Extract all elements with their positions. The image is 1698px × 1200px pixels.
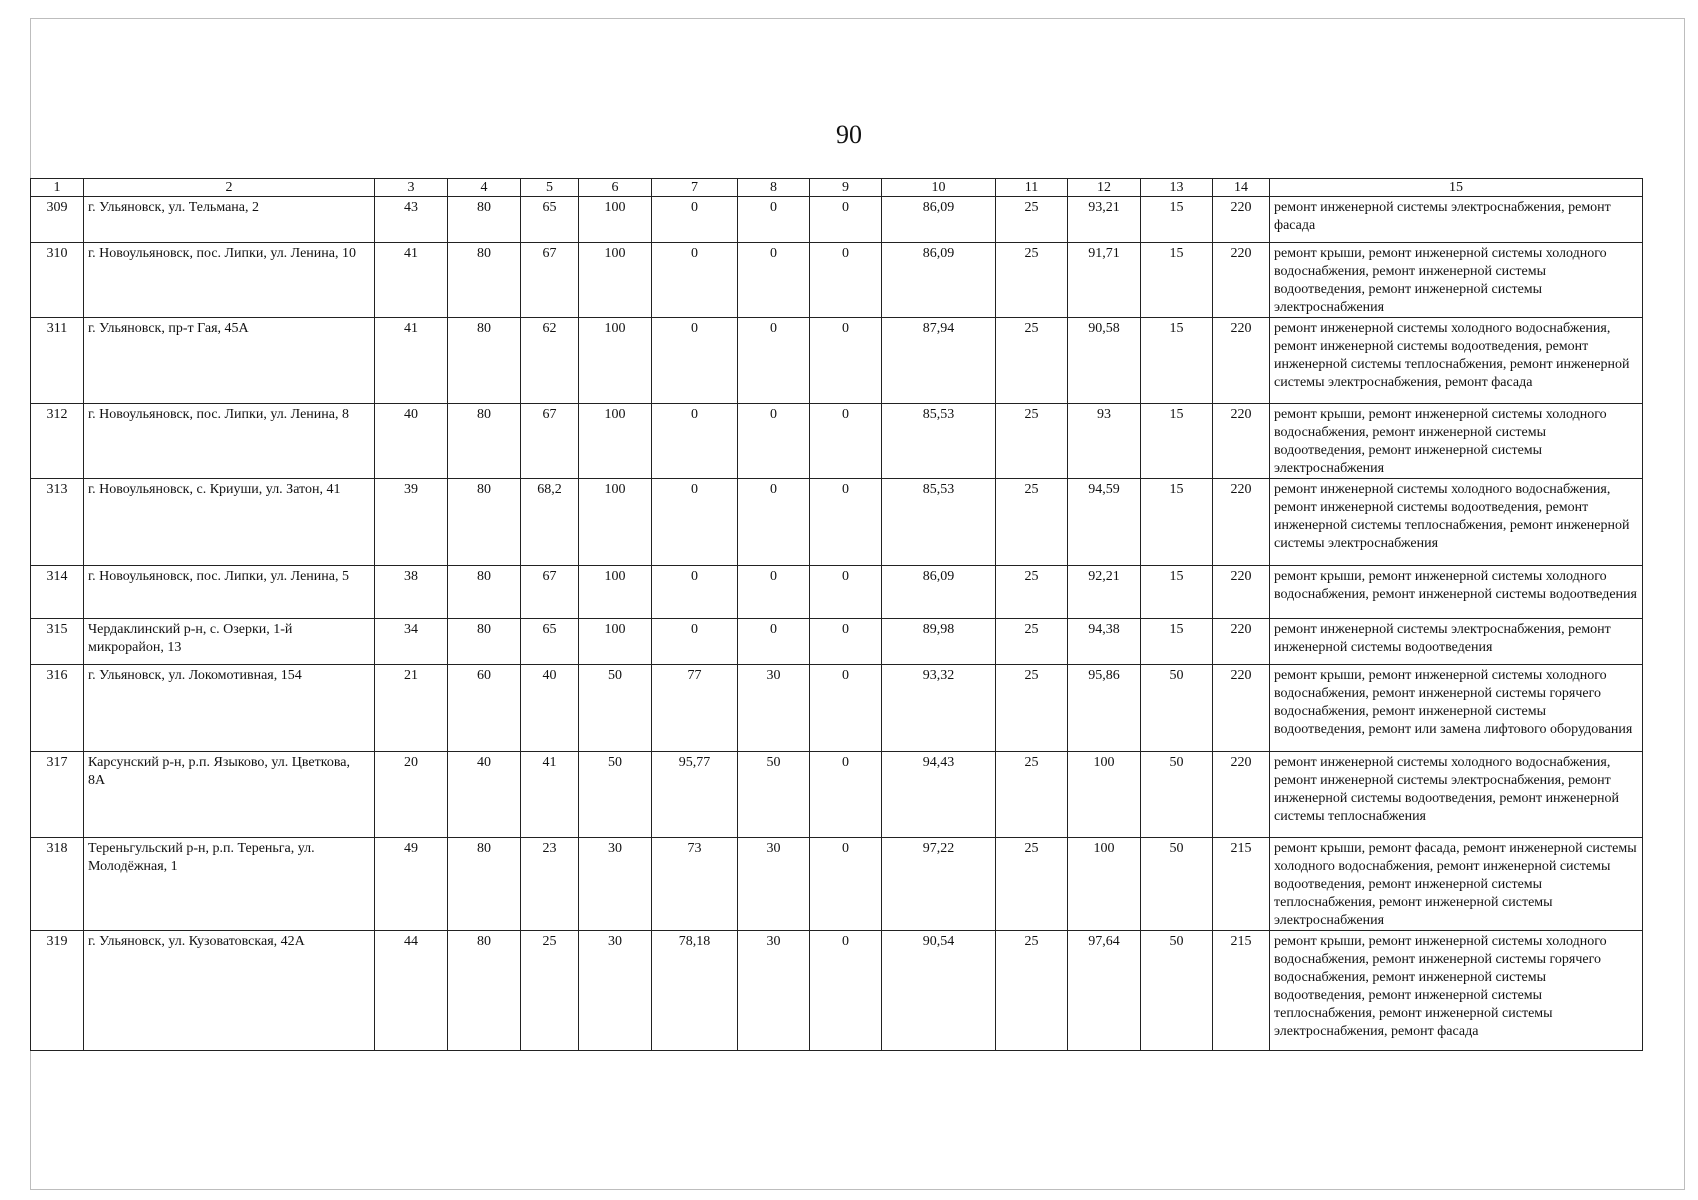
col12-cell: 100 [1068,752,1141,838]
col5-cell: 65 [521,197,579,243]
col4-cell: 80 [448,243,521,318]
col11-cell: 25 [996,619,1068,665]
works-cell: ремонт крыши, ремонт фасада, ремонт инженерной системы холодного водоснабжения, ремонт инженерной системы водоотведения, ремонт инженерной системы теплоснабжения, ремонт инженерной системы электроснабжения [1270,838,1643,931]
col4-cell: 80 [448,318,521,404]
col5-cell: 40 [521,665,579,752]
address-cell: г. Новоульяновск, пос. Липки, ул. Ленина, 8 [84,404,375,479]
col3-cell: 20 [375,752,448,838]
col7-cell: 0 [652,619,738,665]
col8-cell: 0 [738,197,810,243]
col14-cell: 220 [1213,566,1270,619]
col7-cell: 0 [652,404,738,479]
row-number: 314 [31,566,84,619]
col8-cell: 0 [738,243,810,318]
row-number: 313 [31,479,84,566]
table-row [31,566,1643,619]
col11-cell: 25 [996,197,1068,243]
address-cell: г. Новоульяновск, пос. Липки, ул. Ленина, 5 [84,566,375,619]
works-cell: ремонт крыши, ремонт инженерной системы холодного водоснабжения, ремонт инженерной системы водоотведения, ремонт инженерной системы электроснабжения [1270,243,1643,318]
col14-cell: 220 [1213,752,1270,838]
col11-cell: 25 [996,404,1068,479]
row-number: 316 [31,665,84,752]
col4-cell: 80 [448,479,521,566]
address-cell: Тереньгульский р-н, р.п. Тереньга, ул. Молодёжная, 1 [84,838,375,931]
col10-cell: 90,54 [882,931,996,1051]
col11-cell: 25 [996,665,1068,752]
col14-cell: 220 [1213,318,1270,404]
col12-cell: 100 [1068,838,1141,931]
table-body [31,197,1643,1051]
table-row [31,931,1643,1051]
column-header: 14 [1213,179,1270,197]
col6-cell: 30 [579,931,652,1051]
col4-cell: 60 [448,665,521,752]
row-number: 319 [31,931,84,1051]
col6-cell: 100 [579,479,652,566]
col4-cell: 40 [448,752,521,838]
address-cell: г. Ульяновск, ул. Кузоватовская, 42А [84,931,375,1051]
column-header: 15 [1270,179,1643,197]
col6-cell: 100 [579,197,652,243]
table-row [31,318,1643,404]
row-number: 317 [31,752,84,838]
column-header: 1 [31,179,84,197]
col14-cell: 215 [1213,838,1270,931]
col5-cell: 25 [521,931,579,1051]
capital-repair-table [30,178,1643,1051]
col3-cell: 49 [375,838,448,931]
col14-cell: 215 [1213,931,1270,1051]
col14-cell: 220 [1213,619,1270,665]
col5-cell: 23 [521,838,579,931]
col6-cell: 100 [579,619,652,665]
col7-cell: 0 [652,479,738,566]
works-cell: ремонт крыши, ремонт инженерной системы холодного водоснабжения, ремонт инженерной системы водоотведения [1270,566,1643,619]
works-cell: ремонт крыши, ремонт инженерной системы холодного водоснабжения, ремонт инженерной системы горячего водоснабжения, ремонт инженерной системы водоотведения, ремонт инженерной системы теплоснабжения, ремонт инженерной системы электроснабжения, ремонт фасада [1270,931,1643,1051]
col10-cell: 86,09 [882,243,996,318]
col7-cell: 0 [652,566,738,619]
table-row [31,243,1643,318]
col8-cell: 0 [738,566,810,619]
col13-cell: 15 [1141,243,1213,318]
col3-cell: 34 [375,619,448,665]
col8-cell: 30 [738,665,810,752]
col9-cell: 0 [810,197,882,243]
col14-cell: 220 [1213,243,1270,318]
col7-cell: 0 [652,197,738,243]
col13-cell: 50 [1141,665,1213,752]
column-number-header-row [31,179,1643,197]
table-row [31,665,1643,752]
col12-cell: 97,64 [1068,931,1141,1051]
col10-cell: 94,43 [882,752,996,838]
column-header: 7 [652,179,738,197]
col6-cell: 30 [579,838,652,931]
col13-cell: 50 [1141,752,1213,838]
column-header: 5 [521,179,579,197]
col13-cell: 50 [1141,838,1213,931]
table-row [31,404,1643,479]
col9-cell: 0 [810,619,882,665]
col12-cell: 93 [1068,404,1141,479]
col4-cell: 80 [448,838,521,931]
col12-cell: 95,86 [1068,665,1141,752]
col8-cell: 0 [738,404,810,479]
address-cell: г. Ульяновск, ул. Тельмана, 2 [84,197,375,243]
column-header: 6 [579,179,652,197]
column-header: 13 [1141,179,1213,197]
col6-cell: 50 [579,752,652,838]
works-cell: ремонт инженерной системы холодного водоснабжения, ремонт инженерной системы водоотведения, ремонт инженерной системы теплоснабжения, ремонт инженерной системы электроснабжения [1270,479,1643,566]
col8-cell: 0 [738,479,810,566]
row-number: 310 [31,243,84,318]
col14-cell: 220 [1213,197,1270,243]
col5-cell: 41 [521,752,579,838]
col7-cell: 77 [652,665,738,752]
col11-cell: 25 [996,931,1068,1051]
table-row [31,838,1643,931]
col9-cell: 0 [810,838,882,931]
col10-cell: 85,53 [882,479,996,566]
col8-cell: 0 [738,318,810,404]
column-header: 11 [996,179,1068,197]
col7-cell: 0 [652,243,738,318]
col14-cell: 220 [1213,665,1270,752]
col12-cell: 93,21 [1068,197,1141,243]
col7-cell: 95,77 [652,752,738,838]
col6-cell: 100 [579,404,652,479]
col4-cell: 80 [448,566,521,619]
col7-cell: 0 [652,318,738,404]
column-header: 12 [1068,179,1141,197]
col9-cell: 0 [810,931,882,1051]
col13-cell: 50 [1141,931,1213,1051]
col13-cell: 15 [1141,404,1213,479]
col10-cell: 87,94 [882,318,996,404]
col10-cell: 89,98 [882,619,996,665]
col13-cell: 15 [1141,566,1213,619]
table-row [31,752,1643,838]
col6-cell: 100 [579,566,652,619]
column-header: 3 [375,179,448,197]
col4-cell: 80 [448,619,521,665]
col3-cell: 21 [375,665,448,752]
address-cell: г. Новоульяновск, пос. Липки, ул. Ленина, 10 [84,243,375,318]
col11-cell: 25 [996,752,1068,838]
col9-cell: 0 [810,566,882,619]
col9-cell: 0 [810,404,882,479]
column-header: 4 [448,179,521,197]
table-row [31,479,1643,566]
col6-cell: 50 [579,665,652,752]
col4-cell: 80 [448,197,521,243]
col11-cell: 25 [996,243,1068,318]
column-header: 2 [84,179,375,197]
row-number: 315 [31,619,84,665]
col3-cell: 44 [375,931,448,1051]
col5-cell: 68,2 [521,479,579,566]
col5-cell: 67 [521,404,579,479]
row-number: 312 [31,404,84,479]
address-cell: г. Ульяновск, ул. Локомотивная, 154 [84,665,375,752]
col3-cell: 38 [375,566,448,619]
address-cell: Чердаклинский р-н, с. Озерки, 1-й микрорайон, 13 [84,619,375,665]
col5-cell: 65 [521,619,579,665]
col8-cell: 50 [738,752,810,838]
col10-cell: 86,09 [882,566,996,619]
col11-cell: 25 [996,838,1068,931]
col13-cell: 15 [1141,479,1213,566]
col11-cell: 25 [996,566,1068,619]
col10-cell: 93,32 [882,665,996,752]
col13-cell: 15 [1141,197,1213,243]
col9-cell: 0 [810,318,882,404]
col11-cell: 25 [996,479,1068,566]
row-number: 309 [31,197,84,243]
row-number: 311 [31,318,84,404]
works-cell: ремонт инженерной системы электроснабжения, ремонт инженерной системы водоотведения [1270,619,1643,665]
column-header: 8 [738,179,810,197]
col3-cell: 43 [375,197,448,243]
col3-cell: 39 [375,479,448,566]
col12-cell: 92,21 [1068,566,1141,619]
col13-cell: 15 [1141,619,1213,665]
col13-cell: 15 [1141,318,1213,404]
col7-cell: 78,18 [652,931,738,1051]
works-cell: ремонт инженерной системы холодного водоснабжения, ремонт инженерной системы водоотведения, ремонт инженерной системы теплоснабжения, ремонт инженерной системы электроснабжения, ремонт фасада [1270,318,1643,404]
table-row [31,619,1643,665]
col7-cell: 73 [652,838,738,931]
col6-cell: 100 [579,318,652,404]
col3-cell: 41 [375,318,448,404]
col5-cell: 67 [521,566,579,619]
col12-cell: 94,38 [1068,619,1141,665]
page-number: 90 [836,120,862,149]
col3-cell: 40 [375,404,448,479]
col4-cell: 80 [448,404,521,479]
row-number: 318 [31,838,84,931]
column-header: 9 [810,179,882,197]
address-cell: г. Новоульяновск, с. Криуши, ул. Затон, 41 [84,479,375,566]
col10-cell: 85,53 [882,404,996,479]
table-row [31,197,1643,243]
col8-cell: 30 [738,931,810,1051]
col10-cell: 97,22 [882,838,996,931]
col9-cell: 0 [810,752,882,838]
works-cell: ремонт инженерной системы электроснабжения, ремонт фасада [1270,197,1643,243]
col14-cell: 220 [1213,404,1270,479]
col6-cell: 100 [579,243,652,318]
address-cell: г. Ульяновск, пр-т Гая, 45А [84,318,375,404]
col12-cell: 94,59 [1068,479,1141,566]
address-cell: Карсунский р-н, р.п. Языково, ул. Цветкова, 8А [84,752,375,838]
col5-cell: 67 [521,243,579,318]
col12-cell: 90,58 [1068,318,1141,404]
col12-cell: 91,71 [1068,243,1141,318]
column-header: 10 [882,179,996,197]
col9-cell: 0 [810,665,882,752]
col9-cell: 0 [810,479,882,566]
col8-cell: 0 [738,619,810,665]
col5-cell: 62 [521,318,579,404]
works-cell: ремонт крыши, ремонт инженерной системы холодного водоснабжения, ремонт инженерной системы горячего водоснабжения, ремонт инженерной системы водоотведения, ремонт или замена лифтового оборудования [1270,665,1643,752]
col9-cell: 0 [810,243,882,318]
works-cell: ремонт крыши, ремонт инженерной системы холодного водоснабжения, ремонт инженерной системы водоотведения, ремонт инженерной системы электроснабжения [1270,404,1643,479]
col11-cell: 25 [996,318,1068,404]
col3-cell: 41 [375,243,448,318]
works-cell: ремонт инженерной системы холодного водоснабжения, ремонт инженерной системы электроснабжения, ремонт инженерной системы водоотведения, ремонт инженерной системы теплоснабжения [1270,752,1643,838]
col14-cell: 220 [1213,479,1270,566]
col8-cell: 30 [738,838,810,931]
col4-cell: 80 [448,931,521,1051]
col10-cell: 86,09 [882,197,996,243]
